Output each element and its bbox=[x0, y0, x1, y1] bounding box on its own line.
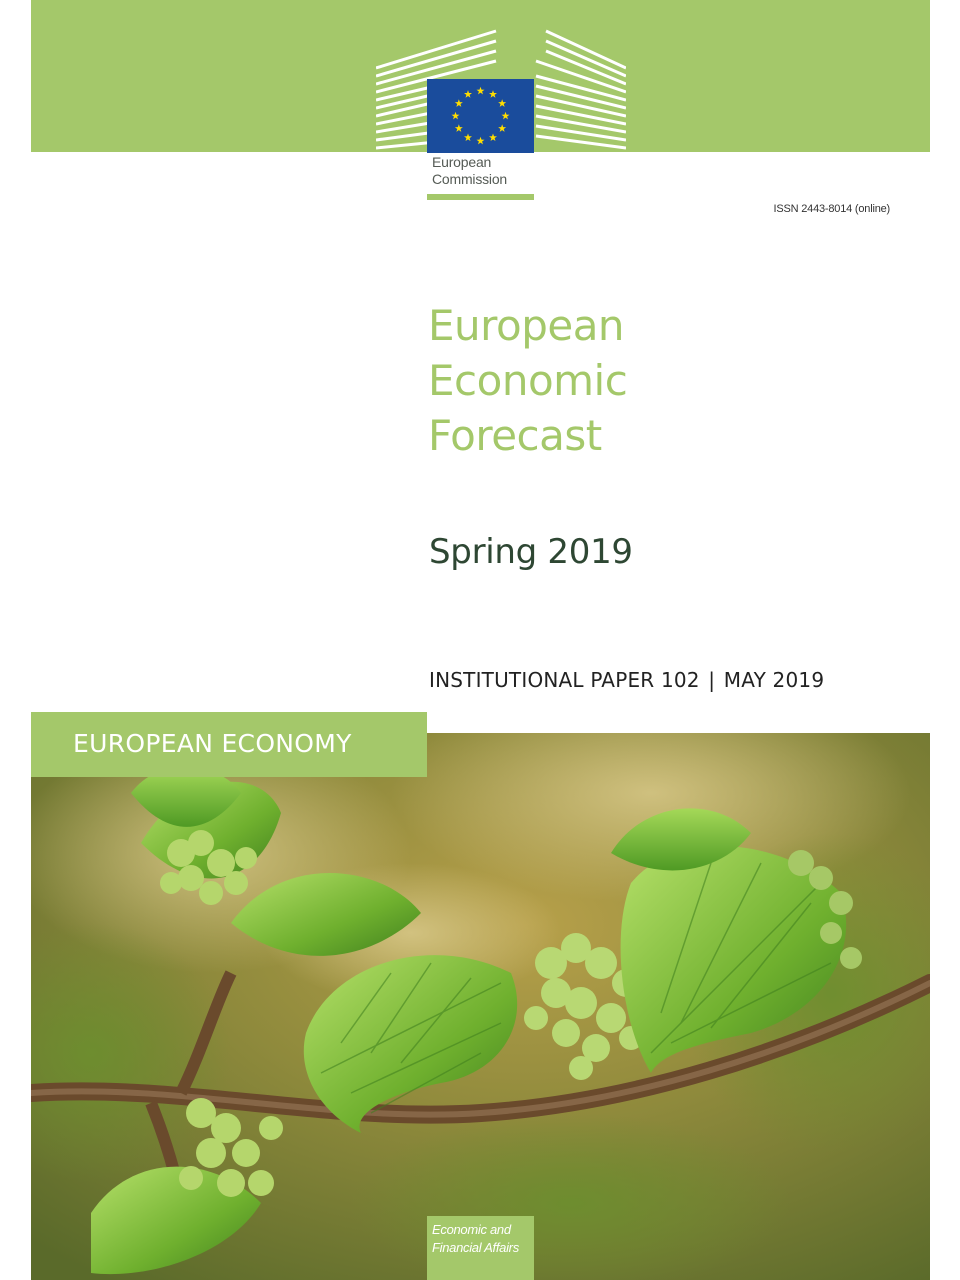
document-title bbox=[428, 298, 627, 463]
dg-label bbox=[432, 1221, 519, 1257]
paper-series: INSTITUTIONAL PAPER 102 bbox=[429, 668, 700, 692]
issn-number: ISSN 2443-8014 (online) bbox=[773, 203, 890, 215]
dg-line2: Financial Affairs bbox=[432, 1240, 519, 1255]
organization-name bbox=[432, 154, 507, 188]
series-band bbox=[31, 712, 427, 777]
series-label: EUROPEAN ECONOMY bbox=[73, 729, 352, 758]
title-line3: Forecast bbox=[428, 411, 602, 460]
eu-flag-icon bbox=[427, 79, 534, 153]
cover-photo-leaves bbox=[31, 733, 930, 1280]
organization-line1: European bbox=[432, 154, 492, 170]
paper-reference bbox=[429, 668, 824, 692]
document-subtitle: Spring 2019 bbox=[429, 532, 633, 572]
dg-badge bbox=[427, 1216, 534, 1280]
berlaymont-building-icon bbox=[376, 28, 626, 153]
european-commission-logo bbox=[376, 28, 626, 203]
organization-line2: Commission bbox=[432, 171, 508, 187]
title-line1: European bbox=[428, 301, 625, 350]
paper-date: MAY 2019 bbox=[723, 668, 825, 692]
paper-separator: | bbox=[708, 668, 716, 692]
dg-line1: Economic and bbox=[432, 1222, 511, 1237]
title-line2: Economic bbox=[428, 356, 628, 405]
cover-page bbox=[31, 0, 930, 1280]
logo-underline bbox=[427, 194, 534, 200]
